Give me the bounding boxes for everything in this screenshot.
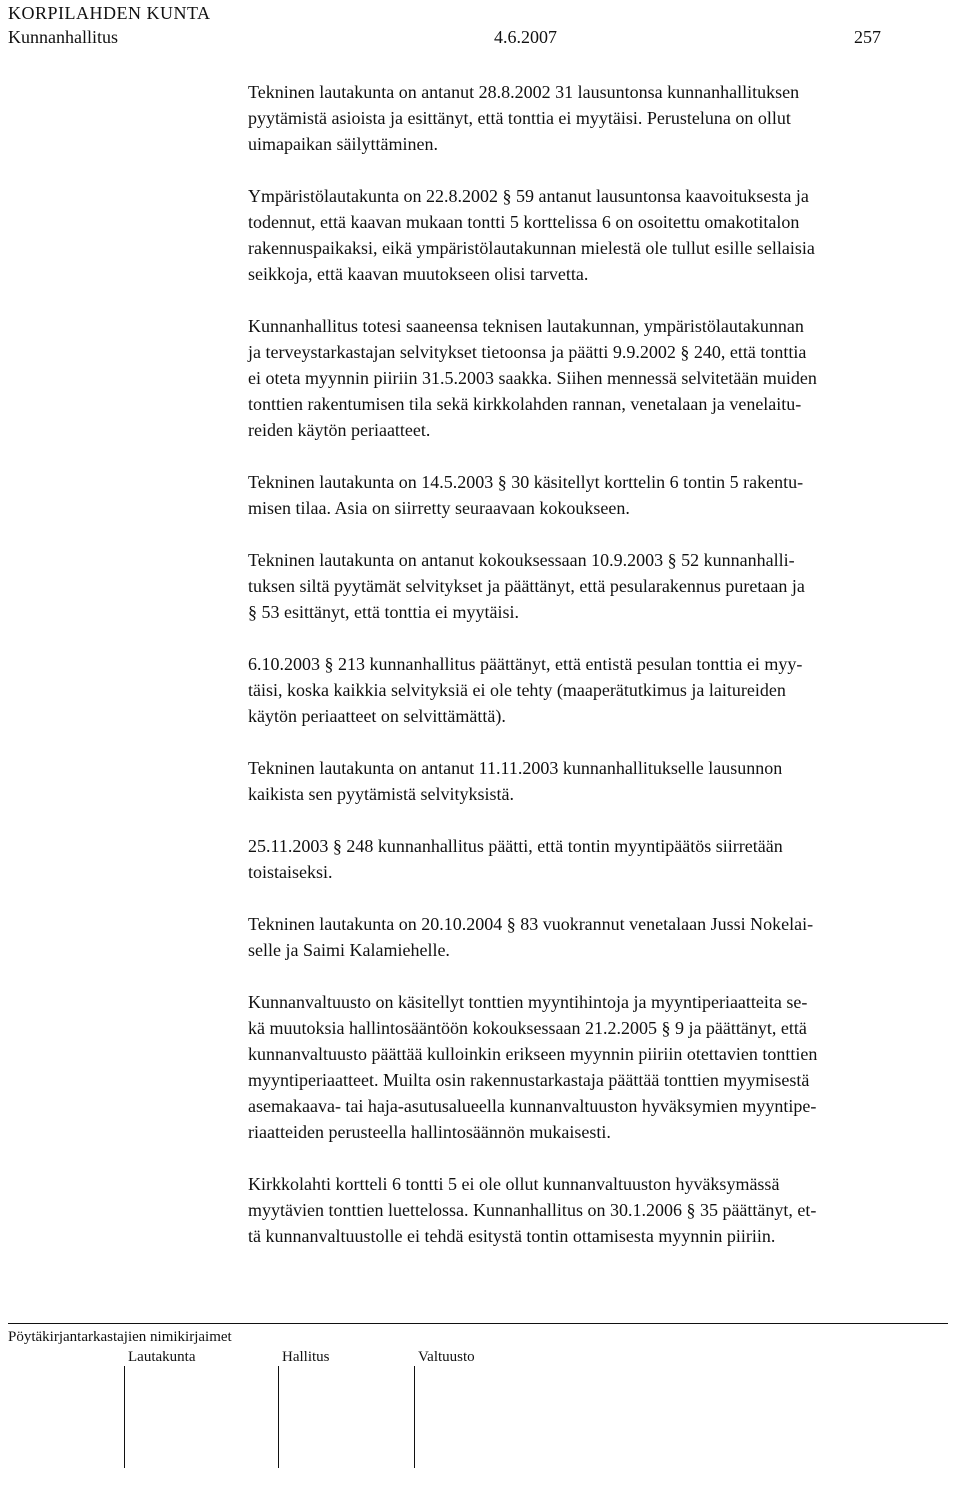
- paragraph-line: § 53 esittänyt, että tonttia ei myytäisi.: [248, 602, 519, 622]
- paragraph: [248, 469, 948, 521]
- paragraph-line: Tekninen lautakunta on antanut 11.11.2003 kunnanhallitukselle lausunnon: [248, 758, 783, 778]
- paragraph: [248, 1171, 948, 1249]
- paragraph-line: kaikista sen pyytämistä selvityksistä.: [248, 784, 514, 804]
- footer-divider: [8, 1323, 948, 1324]
- paragraph: [248, 651, 948, 729]
- paragraph-line: kä muutoksia hallintosääntöön kokouksessaan 21.2.2005 § 9 ja päättänyt, että: [248, 1018, 807, 1038]
- signature-line-hallitus: [278, 1366, 279, 1468]
- page-number: 257: [854, 27, 881, 47]
- paragraph-line: myytävien tonttien luettelossa. Kunnanhallitus on 30.1.2006 § 35 päättänyt, et-: [248, 1200, 817, 1220]
- paragraph-line: tonttien rakentumisen tila sekä kirkkolahden rannan, venetalaan ja venelaitu-: [248, 394, 802, 414]
- paragraph: [248, 79, 948, 157]
- paragraph-line: riaatteiden perusteella hallintosäännön mukaisesti.: [248, 1122, 611, 1142]
- paragraph-line: Tekninen lautakunta on 20.10.2004 § 83 vuokrannut venetalaan Jussi Nokelai-: [248, 914, 814, 934]
- body-name: Kunnanhallitus: [8, 27, 118, 47]
- footer-column-hallitus: Hallitus: [282, 1349, 330, 1365]
- paragraph-line: tä kunnanvaltuustolle ei tehdä esitystä tontin ottamisesta myynnin piiriin.: [248, 1226, 776, 1246]
- organization-name: KORPILAHDEN KUNTA: [8, 3, 211, 23]
- paragraph-line: 6.10.2003 § 213 kunnanhallitus päättänyt, että entistä pesulan tonttia ei myy-: [248, 654, 803, 674]
- paragraph-line: misen tilaa. Asia on siirretty seuraavaan kokoukseen.: [248, 498, 630, 518]
- paragraph-line: tuksen siltä pyytämät selvitykset ja päättänyt, että pesularakennus puretaan ja: [248, 576, 805, 596]
- paragraph-line: Tekninen lautakunta on antanut kokouksessaan 10.9.2003 § 52 kunnanhalli-: [248, 550, 795, 570]
- paragraph: [248, 313, 948, 443]
- paragraph-line: asemakaava- tai haja-asutusalueella kunnanvaltuuston hyväksymien myyntipe-: [248, 1096, 817, 1116]
- paragraph: [248, 833, 948, 885]
- paragraph-line: selle ja Saimi Kalamiehelle.: [248, 940, 450, 960]
- paragraph-line: todennut, että kaavan mukaan tontti 5 korttelissa 6 on osoitettu omakotitalon: [248, 212, 800, 232]
- footer-column-valtuusto: Valtuusto: [418, 1349, 475, 1365]
- paragraph: [248, 755, 948, 807]
- paragraph-line: pyytämistä asioista ja esittänyt, että tonttia ei myytäisi. Perusteluna on ollut: [248, 108, 791, 128]
- paragraph-line: uimapaikan säilyttäminen.: [248, 134, 438, 154]
- paragraph-line: seikkoja, että kaavan muutokseen olisi tarvetta.: [248, 264, 589, 284]
- signature-line-lautakunta: [124, 1366, 125, 1468]
- meeting-date: 4.6.2007: [494, 27, 557, 47]
- footer-title: Pöytäkirjantarkastajien nimikirjaimet: [8, 1329, 232, 1345]
- paragraph-line: kunnanvaltuusto päättää kulloinkin erikseen myynnin piiriin otettavien tonttien: [248, 1044, 818, 1064]
- signature-line-valtuusto: [414, 1366, 415, 1468]
- paragraph: [248, 911, 948, 963]
- footer-column-lautakunta: Lautakunta: [128, 1349, 196, 1365]
- paragraph-line: Tekninen lautakunta on antanut 28.8.2002 31 lausuntonsa kunnanhallituksen: [248, 82, 800, 102]
- paragraph-line: Kirkkolahti kortteli 6 tontti 5 ei ole ollut kunnanvaltuuston hyväksymässä: [248, 1174, 780, 1194]
- document-body: [248, 79, 948, 1275]
- paragraph-line: myyntiperiaatteet. Muilta osin rakennustarkastaja päättää tonttien myymisestä: [248, 1070, 810, 1090]
- paragraph-line: Ympäristölautakunta on 22.8.2002 § 59 antanut lausuntonsa kaavoituksesta ja: [248, 186, 809, 206]
- paragraph-line: ei oteta myynnin piiriin 31.5.2003 saakka. Siihen mennessä selvitetään muiden: [248, 368, 817, 388]
- paragraph-line: rakennuspaikaksi, eikä ympäristölautakunnan mielestä ole tullut esille sellaisia: [248, 238, 815, 258]
- paragraph-line: Kunnanvaltuusto on käsitellyt tonttien myyntihintoja ja myyntiperiaatteita se-: [248, 992, 808, 1012]
- paragraph-line: toistaiseksi.: [248, 862, 333, 882]
- paragraph-line: täisi, koska kaikkia selvityksiä ei ole tehty (maaperätutkimus ja laitureiden: [248, 680, 786, 700]
- paragraph-line: 25.11.2003 § 248 kunnanhallitus päätti, että tontin myyntipäätös siirretään: [248, 836, 783, 856]
- paragraph-line: Kunnanhallitus totesi saaneensa teknisen lautakunnan, ympäristölautakunnan: [248, 316, 804, 336]
- paragraph-line: ja terveystarkastajan selvitykset tietoonsa ja päätti 9.9.2002 § 240, että tonttia: [248, 342, 807, 362]
- paragraph-line: Tekninen lautakunta on 14.5.2003 § 30 käsitellyt korttelin 6 tontin 5 rakentu-: [248, 472, 804, 492]
- paragraph-line: reiden käytön periaatteet.: [248, 420, 431, 440]
- paragraph: [248, 989, 948, 1145]
- paragraph-line: käytön periaatteet on selvittämättä).: [248, 706, 506, 726]
- paragraph: [248, 547, 948, 625]
- paragraph: [248, 183, 948, 287]
